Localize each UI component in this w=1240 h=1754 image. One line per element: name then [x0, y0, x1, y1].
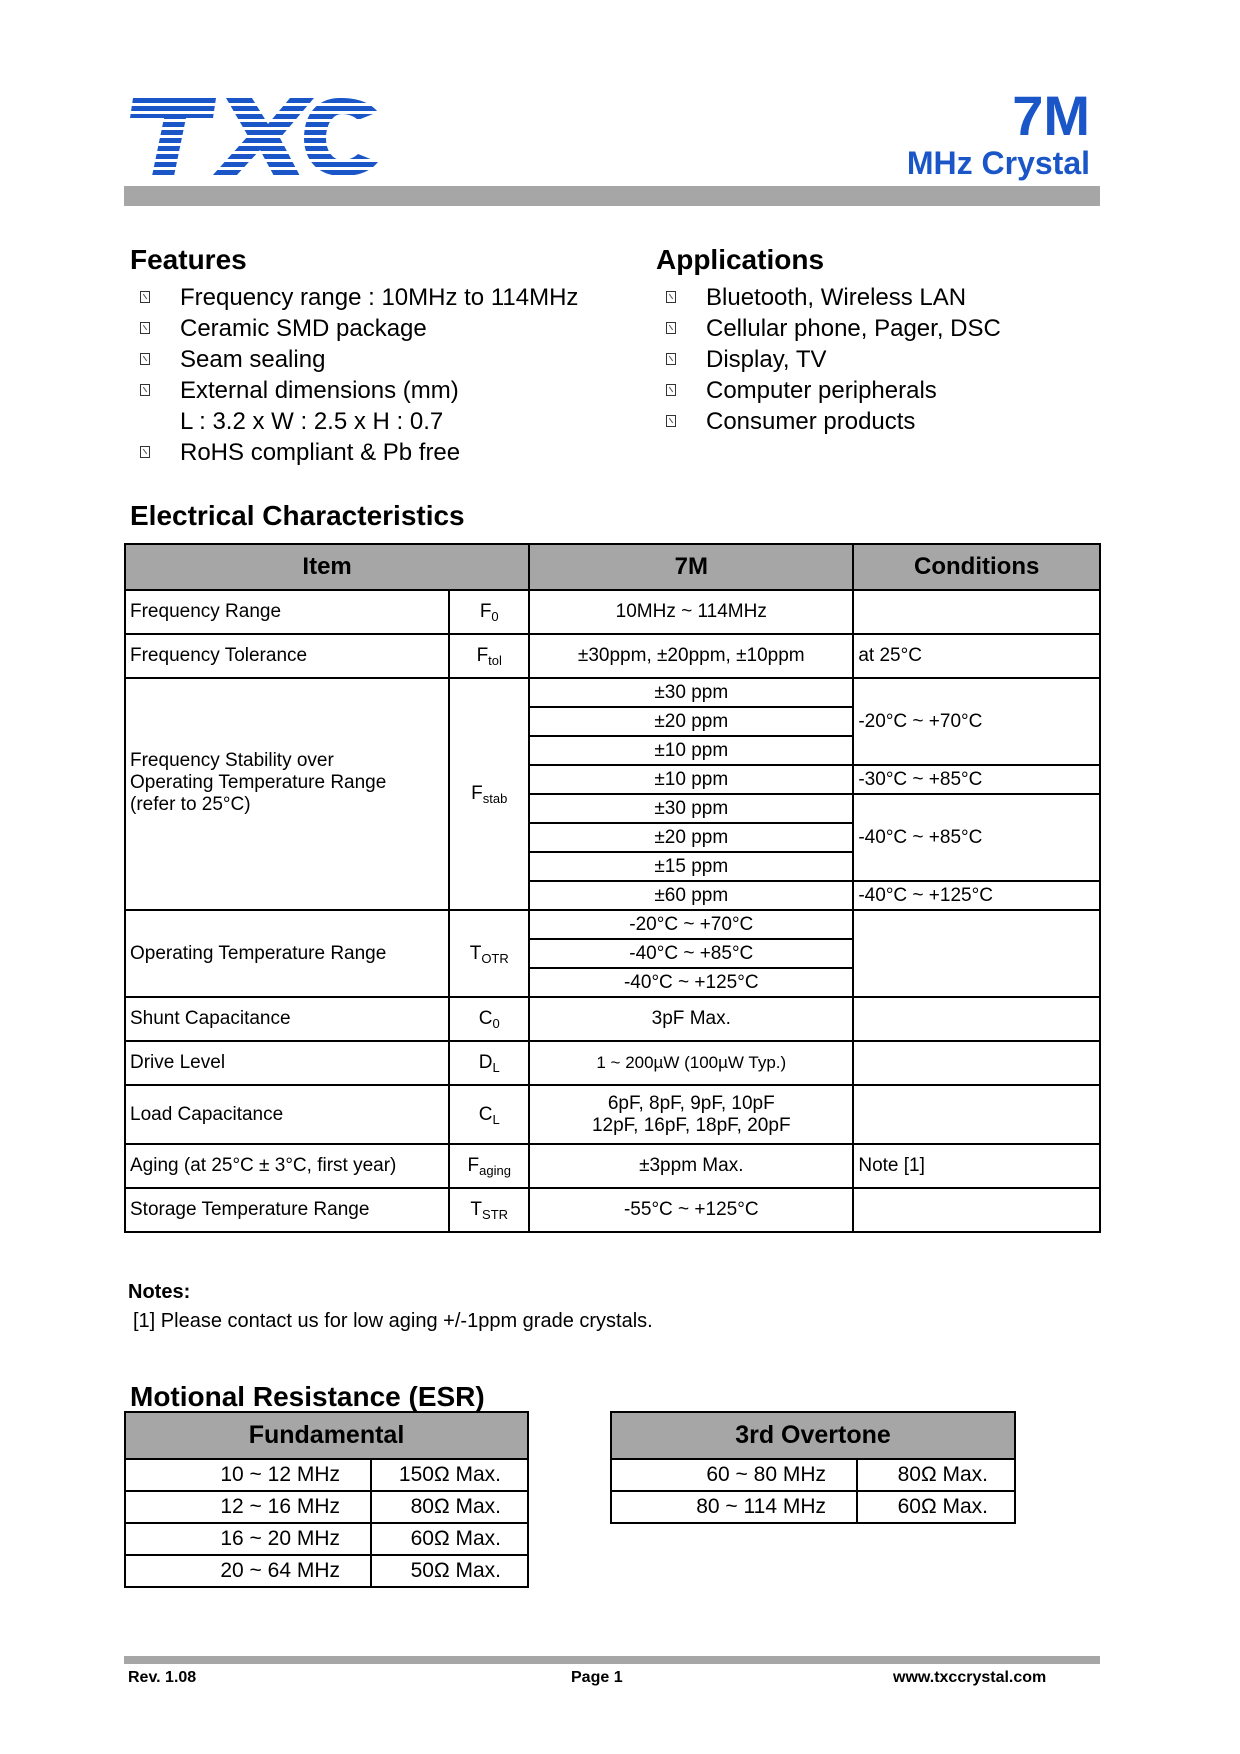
table-row: 80 ~ 114 MHz 60Ω Max. [611, 1491, 1015, 1523]
overtone-header: 3rd Overtone [611, 1412, 1015, 1459]
list-item: Computer peripherals [666, 375, 1106, 406]
col-header-conditions: Conditions [853, 544, 1100, 590]
table-row: Frequency Stability over Operating Temperature Range (refer to 25°C) $F_{stab}$ ±30 ppm -20°C ~ +70°C [125, 678, 1100, 707]
table-row: Operating Temperature Range $T_{OTR}$ -20°C ~ +70°C [125, 910, 1100, 939]
table-row: ±10 ppm -30°C ~ +85°C [125, 765, 1100, 794]
esr-heading: Motional Resistance (ESR) [130, 1381, 485, 1412]
bullet-icon [666, 353, 676, 365]
table-row: ±20 ppm [125, 823, 1100, 852]
list-item: Bluetooth, Wireless LAN [666, 282, 1106, 313]
table-row: Frequency Tolerance $F_{tol}$ ±30ppm, ±20ppm, ±10ppm at 25°C [125, 634, 1100, 678]
table-row: Shunt Capacitance $C_0$ 3pF Max. [125, 997, 1100, 1041]
txc-logo [128, 98, 388, 178]
bullet-icon [666, 384, 676, 396]
list-item: Cellular phone, Pager, DSC [666, 313, 1106, 344]
table-row: 10 ~ 12 MHz 150Ω Max. [125, 1459, 528, 1491]
list-item: Frequency range : 10MHz to 114MHz [140, 282, 660, 313]
electrical-table [124, 543, 1101, 1233]
list-item: Consumer products [666, 406, 1106, 437]
bullet-icon [666, 322, 676, 334]
note-item: [1] Please contact us for low aging +/-1ppm grade crystals. [133, 1310, 653, 1332]
table-row: ±60 ppm -40°C ~ +125°C [125, 881, 1100, 910]
footer-page: Page 1 [571, 1669, 623, 1686]
list-item: Seam sealing [140, 344, 660, 375]
table-row: Frequency Range $F_0$ 10MHz ~ 114MHz [125, 590, 1100, 634]
table-row: ±15 ppm [125, 852, 1100, 881]
list-item: External dimensions (mm) L : 3.2 x W : 2.5 x H : 0.7 [140, 375, 660, 437]
applications-heading: Applications [656, 244, 825, 275]
table-row: -40°C ~ +125°C [125, 968, 1100, 997]
bullet-icon [666, 415, 676, 427]
esr-fundamental-table [124, 1411, 529, 1588]
footer-url[interactable]: www.txccrystal.com [893, 1669, 1047, 1686]
list-item: Ceramic SMD package [140, 313, 660, 344]
bullet-icon [140, 446, 150, 458]
features-heading: Features [130, 244, 247, 275]
table-row: ±10 ppm [125, 736, 1100, 765]
esr-overtone-table [610, 1411, 1016, 1524]
footer-divider [124, 1656, 1100, 1664]
table-row: 16 ~ 20 MHz 60Ω Max. [125, 1523, 528, 1555]
list-item: Display, TV [666, 344, 1106, 375]
bullet-icon [140, 322, 150, 334]
table-row: -40°C ~ +85°C [125, 939, 1100, 968]
list-item: RoHS compliant & Pb free [140, 437, 660, 468]
fundamental-header: Fundamental [125, 1412, 528, 1459]
col-header-item: Item [125, 544, 529, 590]
product-subtitle: MHz Crystal [906, 145, 1090, 181]
table-row: 12 ~ 16 MHz 80Ω Max. [125, 1491, 528, 1523]
bullet-icon [666, 291, 676, 303]
features-list [140, 282, 660, 468]
table-row: 20 ~ 64 MHz 50Ω Max. [125, 1555, 528, 1587]
footer-revision: Rev. 1.08 [128, 1669, 197, 1686]
product-model: 7M [1012, 84, 1090, 147]
table-row: 60 ~ 80 MHz 80Ω Max. [611, 1459, 1015, 1491]
bullet-icon [140, 291, 150, 303]
bullet-icon [140, 353, 150, 365]
header-divider [124, 186, 1100, 206]
table-row: ±20 ppm [125, 707, 1100, 736]
col-header-model: 7M [529, 544, 853, 590]
bullet-icon [140, 384, 150, 396]
notes-heading: Notes: [128, 1281, 191, 1303]
table-row: Load Capacitance $C_L$ 6pF, 8pF, 9pF, 10pF 12pF, 16pF, 18pF, 20pF [125, 1085, 1100, 1144]
table-row: Storage Temperature Range $T_{STR}$ -55°C ~ +125°C [125, 1188, 1100, 1232]
table-row: Drive Level $D_L$ 1 ~ 200µW (100µW Typ.) [125, 1041, 1100, 1085]
table-row: Aging (at 25°C ± 3°C, first year) $F_{aging}$ ±3ppm Max. Note [1] [125, 1144, 1100, 1188]
table-row: ±30 ppm -40°C ~ +85°C [125, 794, 1100, 823]
electrical-heading: Electrical Characteristics [130, 500, 465, 531]
applications-list [666, 282, 1106, 437]
table-header-row [125, 544, 1100, 590]
